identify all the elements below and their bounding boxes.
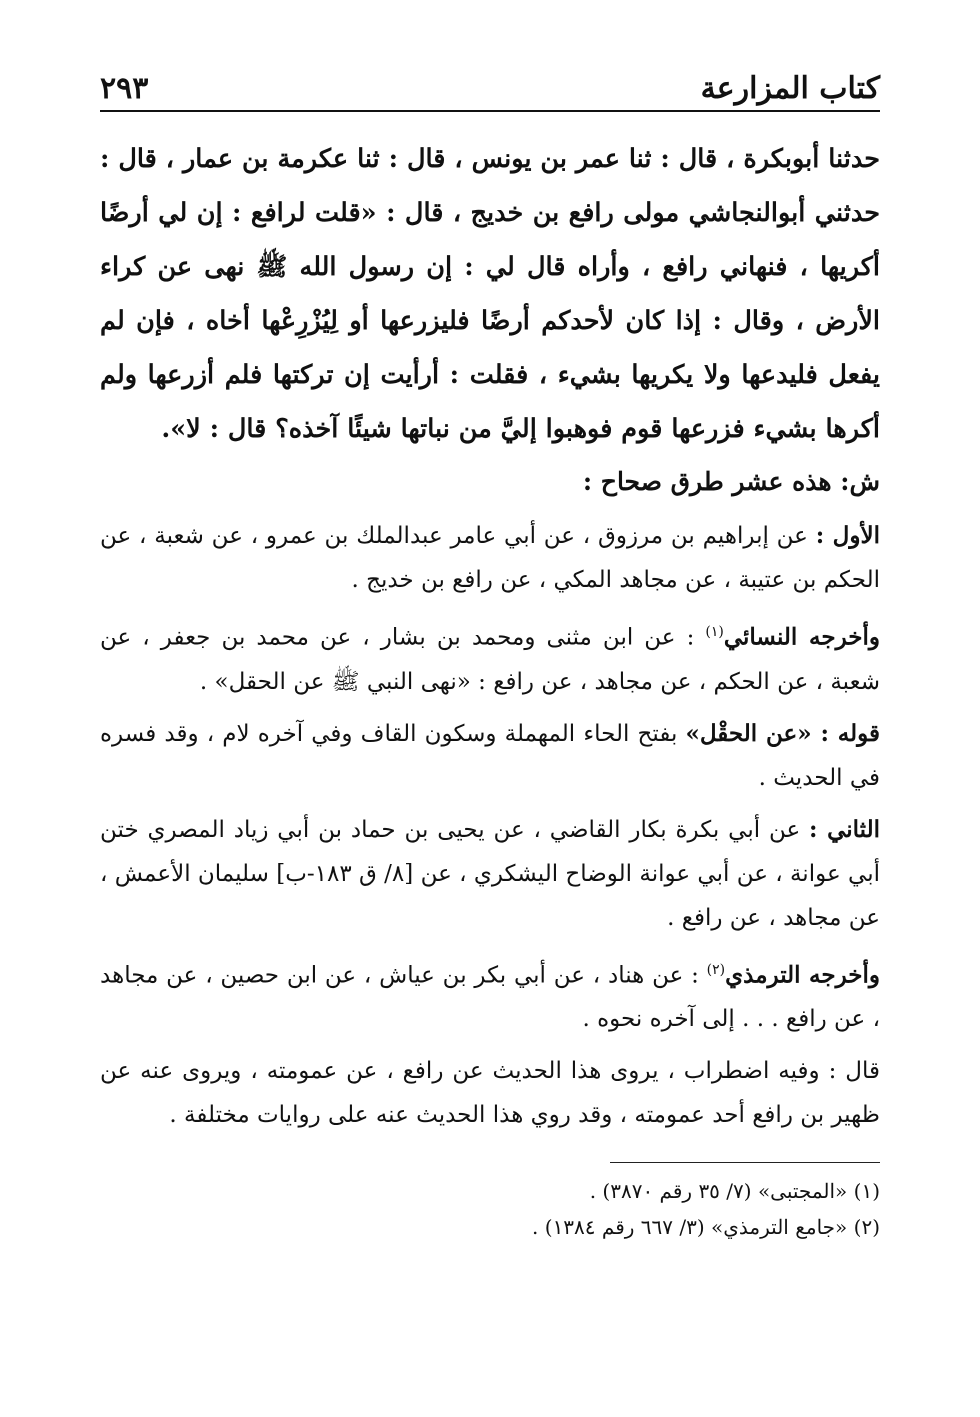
page-number: ٢٩٣ bbox=[100, 71, 149, 106]
paragraph-text: : عن ابن مثنى ومحمد بن بشار ، عن محمد بن جعفر ، عن شعبة ، عن الحكم ، عن مجاهد ، عن رافع : «نهى النبي ﷺ عن الحقل» . bbox=[100, 624, 880, 695]
footnote-item: (١) «المجتبى» (٧/ ٣٥ رقم ٣٨٧٠) . bbox=[589, 1179, 880, 1204]
paragraph-lead: الأول : bbox=[815, 522, 880, 549]
footnotes bbox=[450, 1173, 880, 1245]
footnote-item: (٢) «جامع الترمذي» (٣/ ٦٦٧ رقم ١٣٨٤) . bbox=[532, 1215, 880, 1240]
commentary-intro: ش: هذه عشر طرق صحاح : bbox=[582, 467, 880, 496]
paragraph-tirmidhi bbox=[100, 948, 880, 1042]
paragraph-lead: الثاني : bbox=[809, 815, 880, 843]
paragraph-lead: وأخرجه الترمذي bbox=[725, 961, 880, 989]
footnote-marker: (١) bbox=[705, 624, 724, 640]
paragraph-haql-note bbox=[100, 712, 880, 800]
paragraph-second-route bbox=[100, 808, 880, 940]
paragraph-text: قال : وفيه اضطراب ، يروى هذا الحديث عن رافع ، عن عمومته ، ويروى عنه عن ظهير بن رافع أحد عمومته ، وقد روي هذا الحديث عنه على روايات مختلفة . bbox=[100, 1058, 880, 1129]
running-header bbox=[100, 62, 880, 112]
paragraph-lead: وأخرجه النسائي bbox=[723, 623, 880, 651]
paragraph-first-route bbox=[100, 514, 880, 602]
book-page bbox=[100, 62, 880, 1245]
paragraph-lead: قوله : «عن الحقْل» bbox=[685, 719, 880, 747]
paragraph-text: : عن هناد ، عن أبي بكر بن عياش ، عن ابن حصين ، عن مجاهد ، عن رافع . . . إلى آخره نحوه . bbox=[100, 962, 880, 1033]
footnote-separator bbox=[610, 1162, 880, 1163]
paragraph-text: عن أبي بكرة بكار القاضي ، عن يحيى بن حماد بن أبي زياد المصري ختن أبي عوانة ، عن أبي عوانة الوضاح اليشكري ، عن [٨/ ق ١٨٣-ب] سليمان الأعمش ، عن مجاهد ، عن رافع . bbox=[100, 816, 880, 931]
paragraph-idtirab bbox=[100, 1049, 880, 1137]
paragraph-text: بفتح الحاء المهملة وسكون القاف وفي آخره لام ، وقد فسره في الحديث . bbox=[100, 720, 880, 791]
paragraph-nasai bbox=[100, 610, 880, 704]
footnote-marker: (٢) bbox=[706, 961, 726, 978]
paragraph-text: عن إبراهيم بن مرزوق ، عن أبي عامر عبدالملك بن عمرو ، عن شعبة ، عن الحكم بن عتيبة ، عن مجاهد المكي ، عن رافع بن خديج . bbox=[100, 523, 880, 593]
chapter-title: كتاب المزارعة bbox=[700, 71, 880, 106]
hadith-text: حدثنا أبوبكرة ، قال : ثنا عمر بن يونس ، قال : ثنا عكرمة بن عمار ، قال : حدثني أبوالنجاشي مولى رافع بن خديج ، قال : «قلت لرافع : إن لي أرضًا أكريها ، فنهاني رافع ، وأراه قال لي : إن رسول الله ﷺ نهى عن كراء الأرض ، وقال : إذا كان لأحدكم أرضًا فليزرعها أو لِيُزْرِعْها أخاه ، فإن لم يفعل فليدعها ولا يكريها بشيء ، فقلت : أرأيت إن تركتها فلم أزرعها ولم أكرها بشيء فزرعها قوم فوهبوا إليَّ من نباتها شيئًا آخذه؟ قال : لا». bbox=[100, 144, 880, 444]
